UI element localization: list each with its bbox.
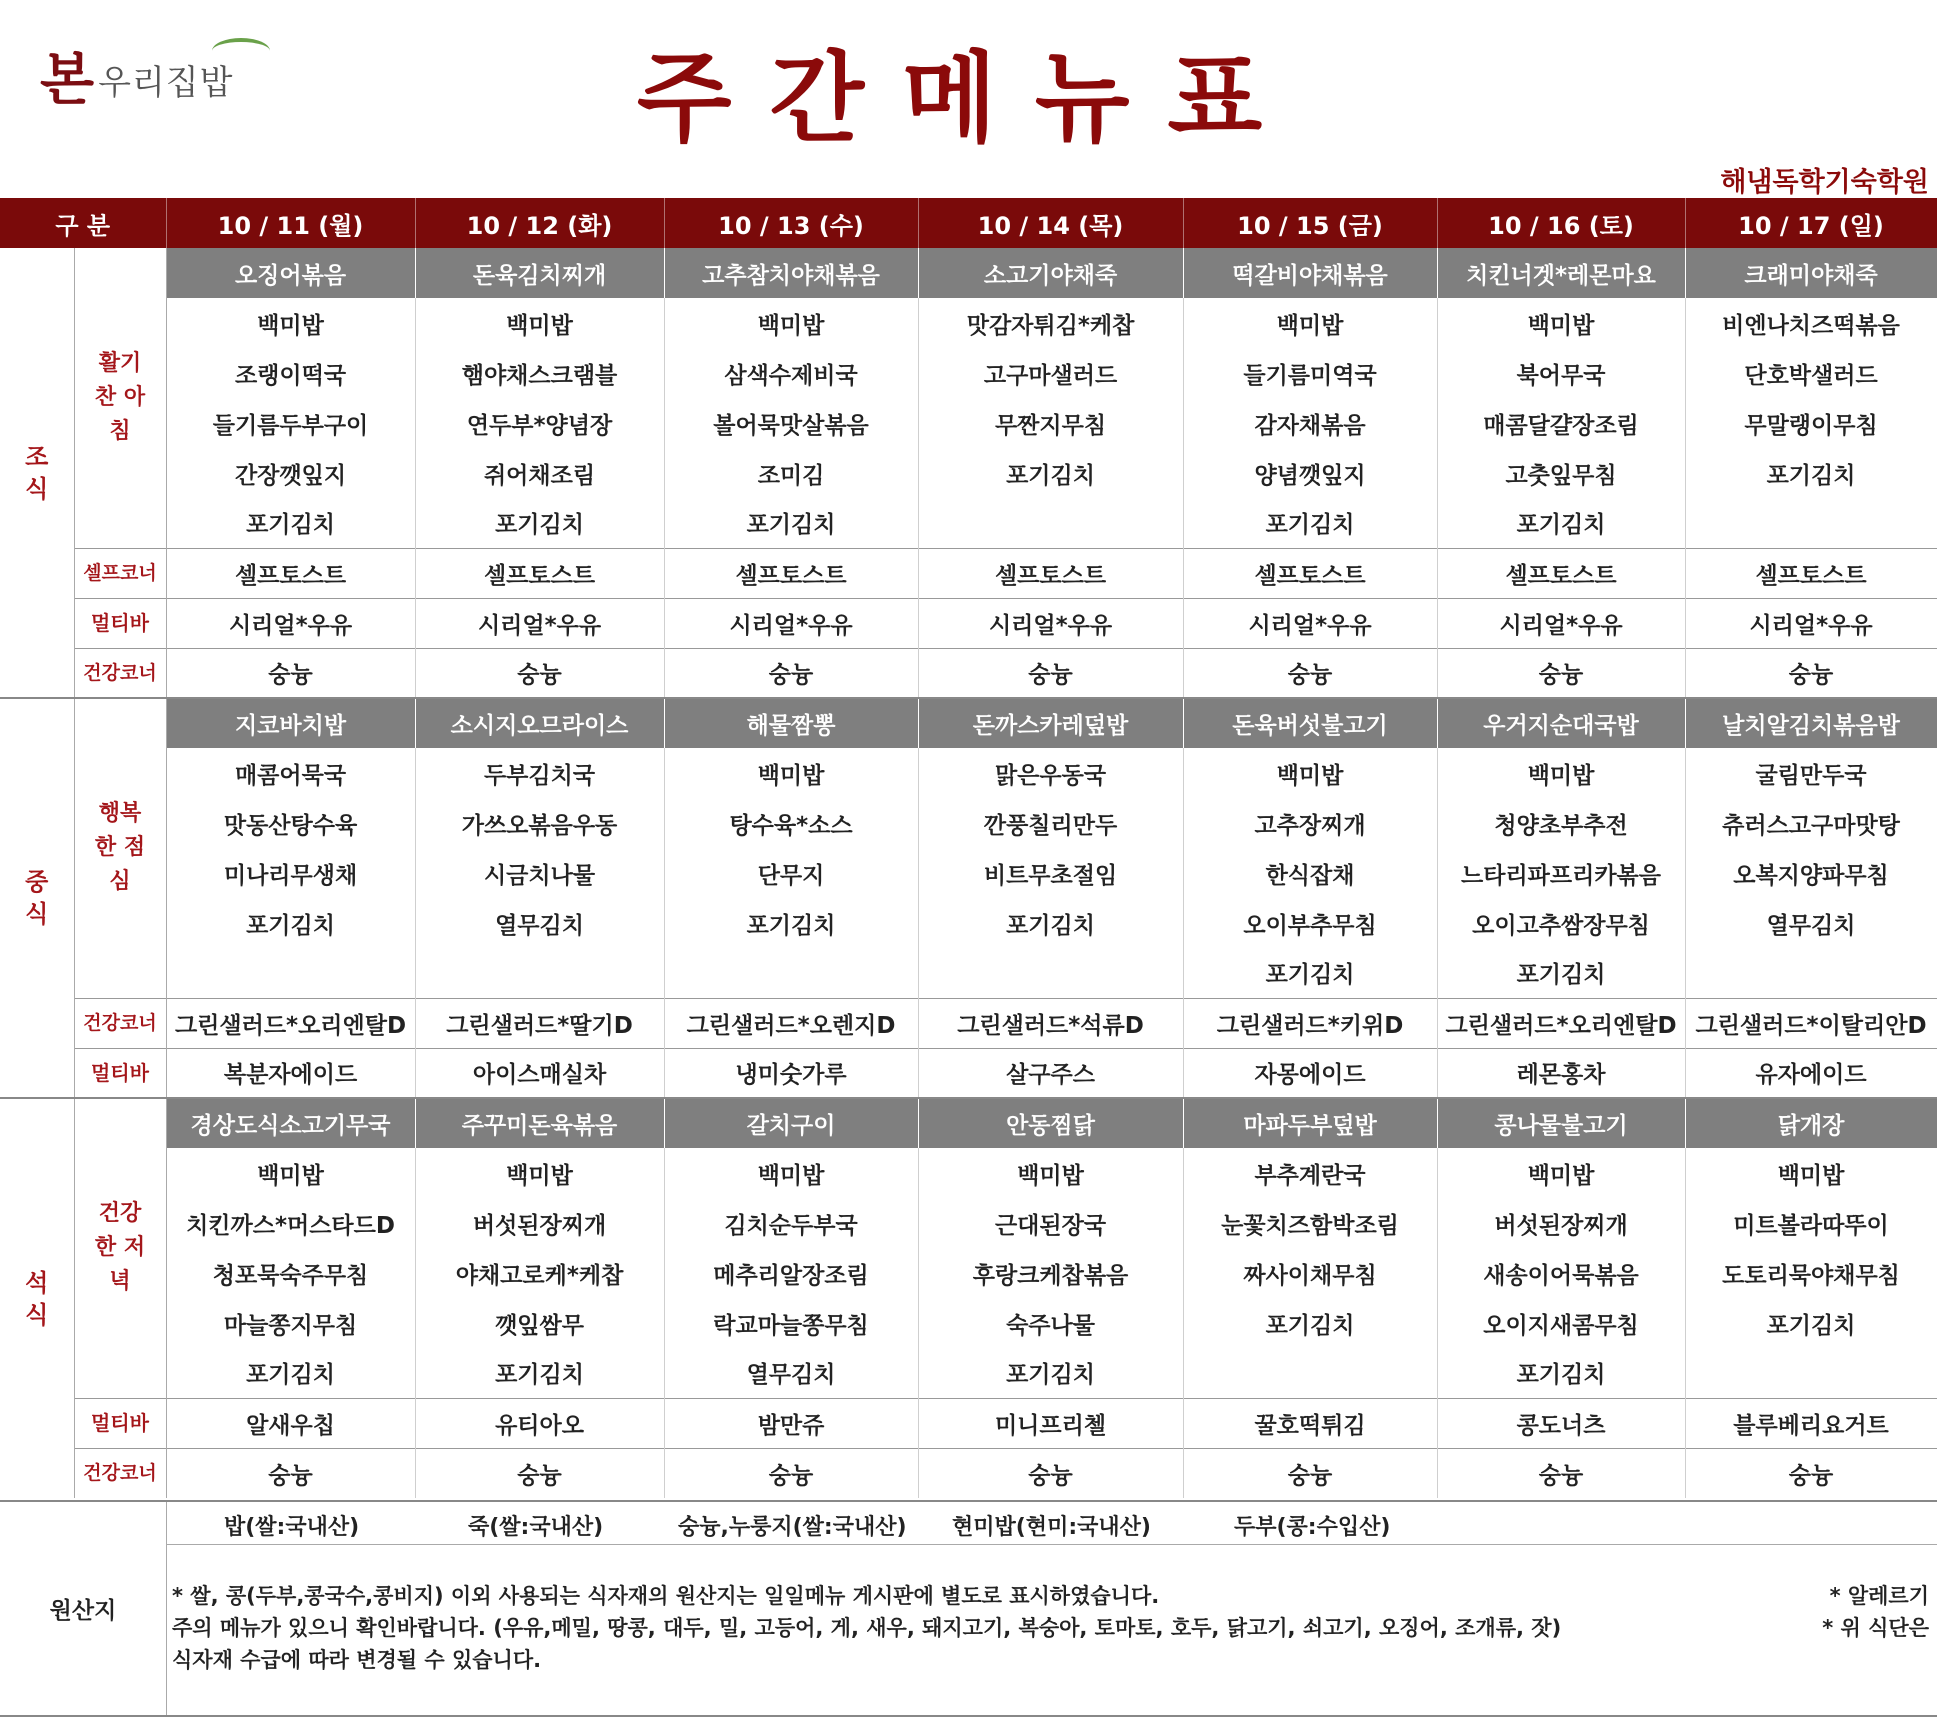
corner-item: 숭늉 xyxy=(1685,648,1937,698)
featured-dish: 크래미야채죽 xyxy=(1685,248,1937,298)
menu-cell: 비트무초절임 xyxy=(918,848,1183,898)
menu-cell: 맛동산탕수육 xyxy=(166,798,415,848)
menu-cell: 무말랭이무침 xyxy=(1685,398,1937,448)
menu-cell: 백미밥 xyxy=(1183,298,1437,348)
menu-cell: 메추리알장조림 xyxy=(664,1248,918,1298)
menu-cell: 포기김치 xyxy=(415,498,664,548)
corner-item: 살구주스 xyxy=(918,1048,1183,1098)
menu-cell: 열무김치 xyxy=(1685,898,1937,948)
featured-dish: 떡갈비야채볶음 xyxy=(1183,248,1437,298)
menu-cell xyxy=(1685,1348,1937,1398)
menu-cell: 백미밥 xyxy=(1437,298,1685,348)
note-line: 주의 메뉴가 있으니 확인바랍니다. (우유,메밀, 땅콩, 대두, 밀, 고등어, 게, 새우, 돼지고기, 복숭아, 토마토, 호두, 닭고기, 쇠고기, 오징어, 조개류, 잣) xyxy=(172,1616,1562,1640)
menu-body xyxy=(0,248,1937,1498)
featured-dish: 우거지순대국밥 xyxy=(1437,698,1685,748)
corner-item: 숭늉 xyxy=(166,648,415,698)
header-day: 10 / 13 (수) xyxy=(664,198,918,248)
featured-dish: 날치알김치볶음밥 xyxy=(1685,698,1937,748)
corner-item: 숭늉 xyxy=(1183,1448,1437,1498)
side-dish-row xyxy=(0,898,1937,948)
menu-cell xyxy=(1685,948,1937,998)
corner-item: 시리얼*우유 xyxy=(166,598,415,648)
corner-item: 숭늉 xyxy=(1685,1448,1937,1498)
side-dish-row xyxy=(0,1298,1937,1348)
corner-item: 자몽에이드 xyxy=(1183,1048,1437,1098)
menu-cell: 연두부*양념장 xyxy=(415,398,664,448)
corner-item: 숭늉 xyxy=(664,648,918,698)
menu-cell: 포기김치 xyxy=(1437,1348,1685,1398)
corner-item: 셀프토스트 xyxy=(1685,548,1937,598)
featured-dish: 오징어볶음 xyxy=(166,248,415,298)
menu-cell: 감자채볶음 xyxy=(1183,398,1437,448)
corner-item: 셀프토스트 xyxy=(415,548,664,598)
header-row xyxy=(0,198,1937,248)
featured-dish: 닭개장 xyxy=(1685,1098,1937,1148)
origin-section xyxy=(0,1500,1937,1717)
menu-cell: 햄야채스크램블 xyxy=(415,348,664,398)
extra-row xyxy=(0,998,1937,1048)
menu-cell: 매콤어묵국 xyxy=(166,748,415,798)
menu-cell: 열무김치 xyxy=(664,1348,918,1398)
menu-cell xyxy=(415,948,664,998)
menu-cell: 포기김치 xyxy=(1437,498,1685,548)
origin-items xyxy=(166,1502,1937,1545)
menu-cell: 북어무국 xyxy=(1437,348,1685,398)
menu-cell: 백미밥 xyxy=(664,298,918,348)
menu-cell: 포기김치 xyxy=(918,898,1183,948)
corner-item: 복분자에이드 xyxy=(166,1048,415,1098)
menu-cell: 고구마샐러드 xyxy=(918,348,1183,398)
menu-cell: 부추계란국 xyxy=(1183,1148,1437,1198)
corner-item: 셀프토스트 xyxy=(918,548,1183,598)
menu-cell: 백미밥 xyxy=(415,298,664,348)
menu-cell: 포기김치 xyxy=(1183,948,1437,998)
menu-cell: 맛감자튀김*케찹 xyxy=(918,298,1183,348)
corner-item: 숭늉 xyxy=(918,1448,1183,1498)
corner-item: 그린샐러드*오리엔탈D xyxy=(1437,998,1685,1048)
menu-cell: 무짠지무침 xyxy=(918,398,1183,448)
corner-item: 셀프토스트 xyxy=(664,548,918,598)
featured-row xyxy=(0,698,1937,748)
corner-item: 그린샐러드*오리엔탈D xyxy=(166,998,415,1048)
origin-item: 죽(쌀:국내산) xyxy=(468,1515,604,1540)
corner-item: 숭늉 xyxy=(415,1448,664,1498)
menu-cell xyxy=(918,498,1183,548)
menu-cell: 도토리묵야채무침 xyxy=(1685,1248,1937,1298)
corner-item: 유티아오 xyxy=(415,1398,664,1448)
menu-cell: 포기김치 xyxy=(1183,1298,1437,1348)
corner-item: 숭늉 xyxy=(1437,1448,1685,1498)
menu-cell: 비엔나치즈떡볶음 xyxy=(1685,298,1937,348)
corner-item: 숭늉 xyxy=(415,648,664,698)
corner-label: 셀프코너 xyxy=(74,548,166,598)
header-day: 10 / 11 (월) xyxy=(166,198,415,248)
menu-cell: 탕수육*소스 xyxy=(664,798,918,848)
featured-dish: 돈육버섯불고기 xyxy=(1183,698,1437,748)
menu-cell: 고추장찌개 xyxy=(1183,798,1437,848)
menu-cell: 들기름미역국 xyxy=(1183,348,1437,398)
origin-item: 숭늉,누룽지(쌀:국내산) xyxy=(678,1515,907,1540)
corner-item: 아이스매실차 xyxy=(415,1048,664,1098)
featured-dish: 지코바치밥 xyxy=(166,698,415,748)
corner-item: 숭늉 xyxy=(918,648,1183,698)
menu-cell: 고춧잎무침 xyxy=(1437,448,1685,498)
corner-item: 밤만쥬 xyxy=(664,1398,918,1448)
corner-item: 시리얼*우유 xyxy=(918,598,1183,648)
menu-cell: 양념깻잎지 xyxy=(1183,448,1437,498)
menu-cell: 오이지새콤무침 xyxy=(1437,1298,1685,1348)
extra-row xyxy=(0,1448,1937,1498)
menu-cell: 한식잡채 xyxy=(1183,848,1437,898)
note-line: 식자재 수급에 따라 변경될 수 있습니다. xyxy=(172,1648,542,1672)
menu-cell: 야채고로케*케찹 xyxy=(415,1248,664,1298)
menu-cell xyxy=(1183,1348,1437,1398)
meal-label: 조식 xyxy=(0,248,74,698)
menu-cell: 버섯된장찌개 xyxy=(415,1198,664,1248)
menu-cell: 단무지 xyxy=(664,848,918,898)
menu-cell: 삼색수제비국 xyxy=(664,348,918,398)
origin-notes xyxy=(172,1580,1561,1676)
menu-cell: 포기김치 xyxy=(415,1348,664,1398)
extra-row xyxy=(0,1398,1937,1448)
origin-item: 밥(쌀:국내산) xyxy=(224,1515,360,1540)
menu-cell: 청포묵숙주무침 xyxy=(166,1248,415,1298)
featured-row xyxy=(0,248,1937,298)
menu-cell: 백미밥 xyxy=(918,1148,1183,1198)
header-day: 10 / 17 (일) xyxy=(1685,198,1937,248)
corner-label: 멀티바 xyxy=(74,598,166,648)
side-dish-row xyxy=(0,1198,1937,1248)
side-dish-row xyxy=(0,848,1937,898)
featured-dish: 돈육김치찌개 xyxy=(415,248,664,298)
menu-cell: 락교마늘쫑무침 xyxy=(664,1298,918,1348)
corner-item: 블루베리요거트 xyxy=(1685,1398,1937,1448)
side-dish-row xyxy=(0,798,1937,848)
corner-item: 그린샐러드*석류D xyxy=(918,998,1183,1048)
menu-cell: 백미밥 xyxy=(166,1148,415,1198)
corner-item: 알새우칩 xyxy=(166,1398,415,1448)
menu-cell: 백미밥 xyxy=(664,1148,918,1198)
menu-cell: 포기김치 xyxy=(166,898,415,948)
corner-item: 숭늉 xyxy=(1183,648,1437,698)
menu-cell: 맑은우동국 xyxy=(918,748,1183,798)
side-dish-row xyxy=(0,498,1937,548)
corner-item: 시리얼*우유 xyxy=(1183,598,1437,648)
menu-cell: 새송이어묵볶음 xyxy=(1437,1248,1685,1298)
menu-cell: 백미밥 xyxy=(664,748,918,798)
menu-cell: 굴림만두국 xyxy=(1685,748,1937,798)
menu-cell: 오이부추무침 xyxy=(1183,898,1437,948)
extra-row xyxy=(0,548,1937,598)
side-dish-row xyxy=(0,348,1937,398)
corner-item: 미니프리첼 xyxy=(918,1398,1183,1448)
menu-cell: 백미밥 xyxy=(1183,748,1437,798)
menu-cell: 포기김치 xyxy=(1437,948,1685,998)
corner-item: 꿀호떡튀김 xyxy=(1183,1398,1437,1448)
corner-item: 레몬홍차 xyxy=(1437,1048,1685,1098)
corner-label: 건강코너 xyxy=(74,648,166,698)
menu-cell: 미나리무생채 xyxy=(166,848,415,898)
menu-cell: 단호박샐러드 xyxy=(1685,348,1937,398)
menu-cell: 느타리파프리카볶음 xyxy=(1437,848,1685,898)
menu-cell: 청양초부추전 xyxy=(1437,798,1685,848)
origin-label: 원산지 xyxy=(0,1502,167,1715)
featured-dish: 돈까스카레덮밥 xyxy=(918,698,1183,748)
note-right-line: * 알레르기 xyxy=(1829,1584,1929,1608)
menu-cell: 포기김치 xyxy=(166,498,415,548)
side-dish-row xyxy=(0,1248,1937,1298)
corner-item: 시리얼*우유 xyxy=(664,598,918,648)
origin-item: 두부(콩:수입산) xyxy=(1234,1515,1391,1540)
menu-cell: 시금치나물 xyxy=(415,848,664,898)
menu-cell: 버섯된장찌개 xyxy=(1437,1198,1685,1248)
side-dish-row xyxy=(0,448,1937,498)
menu-cell: 볼어묵맛살볶음 xyxy=(664,398,918,448)
menu-cell: 백미밥 xyxy=(166,298,415,348)
corner-item: 시리얼*우유 xyxy=(1685,598,1937,648)
corner-item: 시리얼*우유 xyxy=(1437,598,1685,648)
header-day: 10 / 15 (금) xyxy=(1183,198,1437,248)
featured-row xyxy=(0,1098,1937,1148)
menu-cell: 깻잎쌈무 xyxy=(415,1298,664,1348)
featured-dish: 해물짬뽕 xyxy=(664,698,918,748)
origin-notes-right xyxy=(1822,1580,1929,1644)
menu-cell: 치킨까스*머스타드D xyxy=(166,1198,415,1248)
menu-cell: 간장깻잎지 xyxy=(166,448,415,498)
extra-row xyxy=(0,598,1937,648)
side-dish-row xyxy=(0,748,1937,798)
header-day: 10 / 16 (토) xyxy=(1437,198,1685,248)
corner-item: 셀프토스트 xyxy=(1437,548,1685,598)
menu-cell: 짜사이채무침 xyxy=(1183,1248,1437,1298)
menu-cell: 포기김치 xyxy=(918,1348,1183,1398)
menu-cell: 가쓰오볶음우동 xyxy=(415,798,664,848)
school-name: 해냄독학기숙학원 xyxy=(1720,167,1929,198)
corner-item: 숭늉 xyxy=(166,1448,415,1498)
corner-item: 셀프토스트 xyxy=(1183,548,1437,598)
page-title: 주간메뉴표 xyxy=(636,42,1301,156)
header-day: 10 / 12 (화) xyxy=(415,198,664,248)
corner-item: 셀프토스트 xyxy=(166,548,415,598)
menu-table xyxy=(0,198,1937,1498)
corner-item: 그린샐러드*딸기D xyxy=(415,998,664,1048)
menu-cell: 백미밥 xyxy=(415,1148,664,1198)
corner-item: 숭늉 xyxy=(664,1448,918,1498)
side-dish-row xyxy=(0,948,1937,998)
menu-cell: 조미김 xyxy=(664,448,918,498)
corner-item: 유자에이드 xyxy=(1685,1048,1937,1098)
menu-cell: 조랭이떡국 xyxy=(166,348,415,398)
menu-cell: 포기김치 xyxy=(166,1348,415,1398)
menu-cell xyxy=(664,948,918,998)
main-course-label: 건강한 저녁 xyxy=(74,1098,166,1398)
featured-dish: 소시지오므라이스 xyxy=(415,698,664,748)
featured-dish: 콩나물불고기 xyxy=(1437,1098,1685,1148)
menu-cell: 열무김치 xyxy=(415,898,664,948)
menu-cell: 백미밥 xyxy=(1437,1148,1685,1198)
featured-dish: 소고기야채죽 xyxy=(918,248,1183,298)
menu-cell: 포기김치 xyxy=(1685,448,1937,498)
meal-label: 중식 xyxy=(0,698,74,1098)
main-course-label: 활기찬 아침 xyxy=(74,248,166,548)
featured-dish: 경상도식소고기무국 xyxy=(166,1098,415,1148)
menu-cell: 두부김치국 xyxy=(415,748,664,798)
menu-cell: 마늘쫑지무침 xyxy=(166,1298,415,1348)
menu-cell: 포기김치 xyxy=(664,898,918,948)
menu-cell: 츄러스고구마맛탕 xyxy=(1685,798,1937,848)
menu-cell: 숙주나물 xyxy=(918,1298,1183,1348)
menu-cell: 눈꽃치즈함박조림 xyxy=(1183,1198,1437,1248)
menu-cell: 후랑크케찹볶음 xyxy=(918,1248,1183,1298)
note-line: * 쌀, 콩(두부,콩국수,콩비지) 이외 사용되는 식자재의 원산지는 일일메뉴 게시판에 별도로 표시하였습니다. xyxy=(172,1584,1160,1608)
menu-cell xyxy=(166,948,415,998)
menu-cell xyxy=(918,948,1183,998)
menu-cell: 포기김치 xyxy=(1685,1298,1937,1348)
corner-label: 멀티바 xyxy=(74,1048,166,1098)
corner-label: 건강코너 xyxy=(74,1448,166,1498)
menu-cell xyxy=(1685,498,1937,548)
featured-dish: 치킨너겟*레몬마요 xyxy=(1437,248,1685,298)
header-day: 10 / 14 (목) xyxy=(918,198,1183,248)
origin-item: 현미밥(현미:국내산) xyxy=(952,1515,1151,1540)
featured-dish: 마파두부덮밥 xyxy=(1183,1098,1437,1148)
side-dish-row xyxy=(0,1148,1937,1198)
corner-label: 멀티바 xyxy=(74,1398,166,1448)
note-right-line: * 위 식단은 xyxy=(1822,1616,1929,1640)
corner-item: 콩도너츠 xyxy=(1437,1398,1685,1448)
menu-cell: 김치순두부국 xyxy=(664,1198,918,1248)
menu-cell: 백미밥 xyxy=(1437,748,1685,798)
menu-cell: 쥐어채조림 xyxy=(415,448,664,498)
menu-cell: 매콤달걀장조림 xyxy=(1437,398,1685,448)
side-dish-row xyxy=(0,298,1937,348)
corner-item: 그린샐러드*키위D xyxy=(1183,998,1437,1048)
menu-cell: 백미밥 xyxy=(1685,1148,1937,1198)
side-dish-row xyxy=(0,1348,1937,1398)
menu-cell: 포기김치 xyxy=(1183,498,1437,548)
menu-cell: 근대된장국 xyxy=(918,1198,1183,1248)
menu-cell: 오이고추쌈장무침 xyxy=(1437,898,1685,948)
featured-dish: 안동찜닭 xyxy=(918,1098,1183,1148)
logo-mark: 본 xyxy=(40,47,95,113)
featured-dish: 고추참치야채볶음 xyxy=(664,248,918,298)
corner-item: 그린샐러드*이탈리안D xyxy=(1685,998,1937,1048)
meal-label: 석식 xyxy=(0,1098,74,1498)
corner-label: 건강코너 xyxy=(74,998,166,1048)
menu-cell: 포기김치 xyxy=(664,498,918,548)
corner-item: 숭늉 xyxy=(1437,648,1685,698)
menu-cell: 포기김치 xyxy=(918,448,1183,498)
corner-item: 냉미숫가루 xyxy=(664,1048,918,1098)
extra-row xyxy=(0,648,1937,698)
featured-dish: 주꾸미돈육볶음 xyxy=(415,1098,664,1148)
menu-cell: 오복지양파무침 xyxy=(1685,848,1937,898)
corner-item: 시리얼*우유 xyxy=(415,598,664,648)
main-course-label: 행복한 점심 xyxy=(74,698,166,998)
header-category: 구 분 xyxy=(0,198,166,248)
menu-cell: 깐풍칠리만두 xyxy=(918,798,1183,848)
corner-item: 그린샐러드*오렌지D xyxy=(664,998,918,1048)
side-dish-row xyxy=(0,398,1937,448)
menu-cell: 들기름두부구이 xyxy=(166,398,415,448)
logo-text: 우리집밥 xyxy=(98,63,234,103)
extra-row xyxy=(0,1048,1937,1098)
featured-dish: 갈치구이 xyxy=(664,1098,918,1148)
menu-cell: 미트볼라따뚜이 xyxy=(1685,1198,1937,1248)
